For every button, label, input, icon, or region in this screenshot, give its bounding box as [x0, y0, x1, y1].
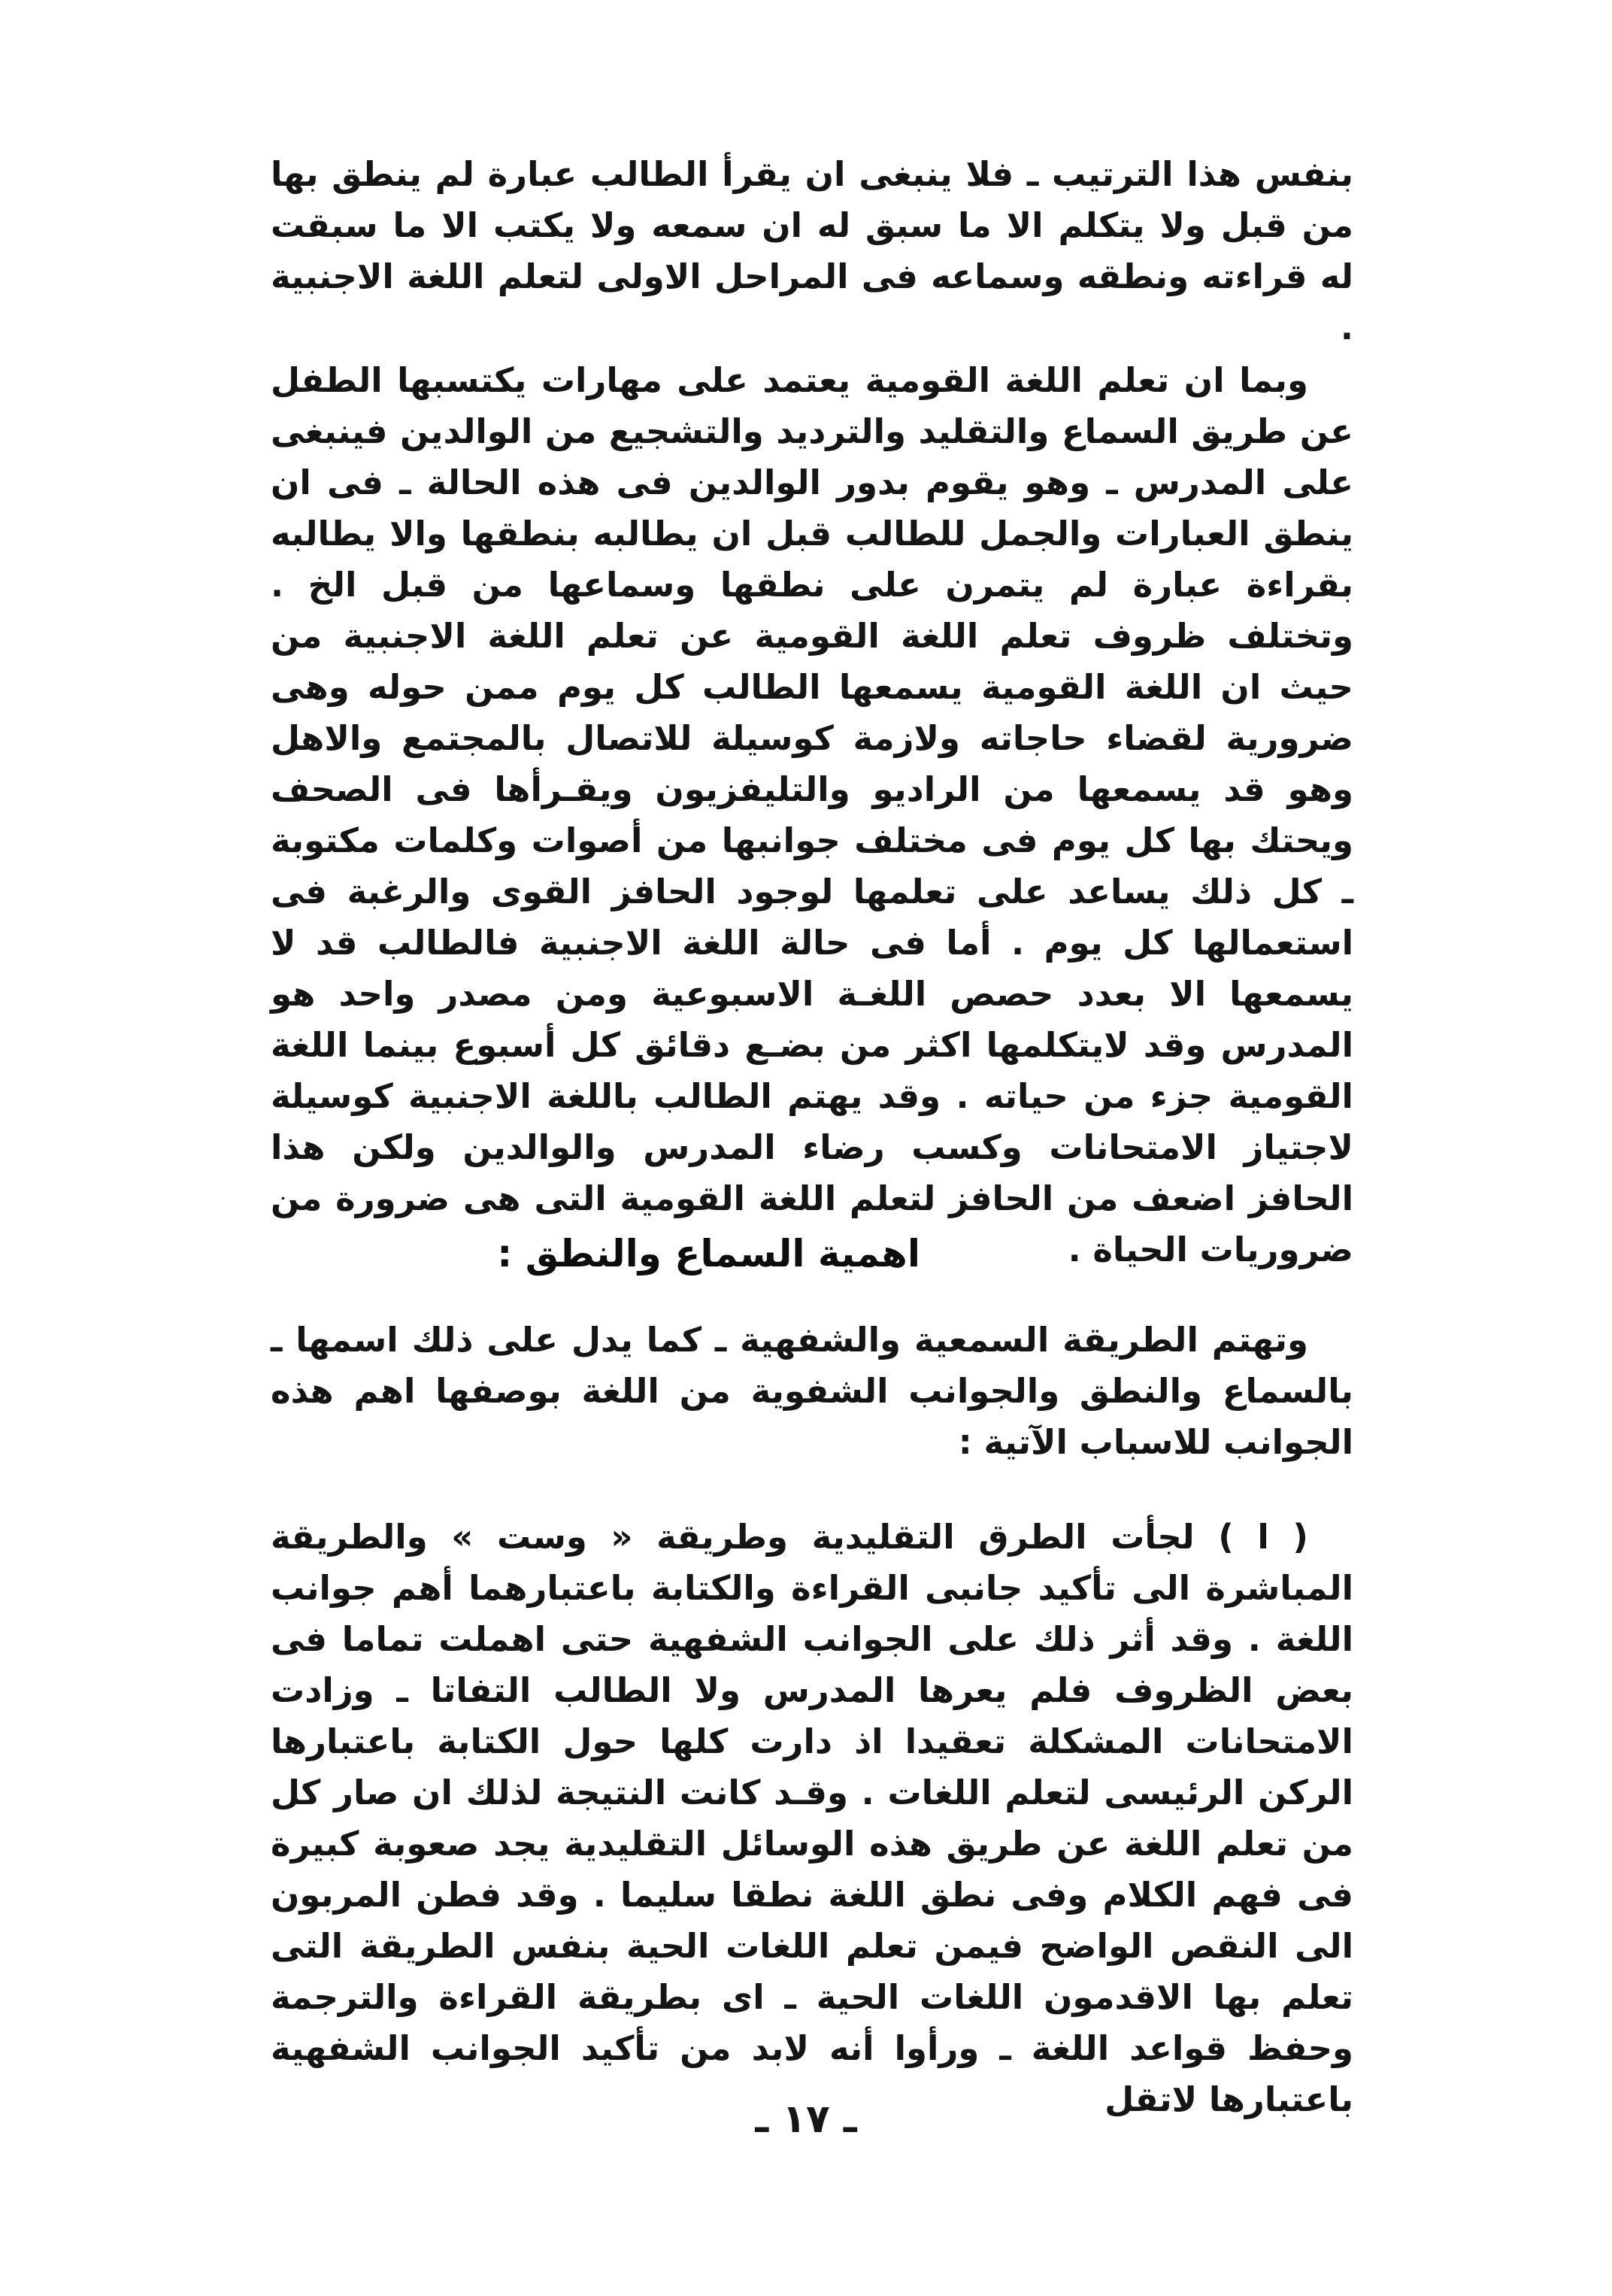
page-number: ـ ١٧ ـ: [755, 2097, 857, 2142]
paragraph-reason-a: [271, 1512, 1353, 2125]
section-heading: اهمية السماع والنطق :: [497, 1232, 920, 1275]
paragraph-text: وتهتم الطريقة السمعية والشفهية ـ كما يدل على ذلك اسمها ـ بالسماع والنطق والجوانب الشفوية من اللغة بوصفها اهم هذه الجوانب للاسباب الآتية :: [271, 1320, 1353, 1462]
paragraph-national-language: [271, 355, 1353, 1275]
paragraph-text: وبما ان تعلم اللغة القومية يعتمد على مهارات يكتسبها الطفل عن طريق السماع والتقليد والترديد والتشجيع من الوالدين فينبغى على المدرس ـ وهو يقوم بدور الوالدين فى هذه الحالة ـ فى ان ينطق العبارات والجمل للطالب قبل ان يطالبه بنطقها والا يطالبه بقراءة عبارة لم يتمرن على نطقها وسماعها من قبل الخ . وتختلف ظروف تعلم اللغة القومية عن تعلم اللغة الاجنبية من حيث ان اللغة القومية يسمعها الطالب كل يوم ممن حوله وهى ضرورية لقضاء حاجاته ولازمة كوسيلة للاتصال بالمجتمع والاهل وهو قد يسمعها من الراديو والتليفزيون ويقـرأها فى الصحف ويحتك بها كل يوم فى مختلف جوانبها من أصوات وكلمات مكتوبة ـ كل ذلك يساعد على تعلمها لوجود الحافز القوى والرغبة فى استعمالها كل يوم . أما فى حالة اللغة الاجنبية فالطالب قد لا يسمعها الا بعدد حصص اللغـة الاسبوعية ومن مصدر واحد هو المدرس وقد لايتكلمها اكثر من بضـع دقائق كل أسبوع بينما اللغة القومية جزء من حياته . وقد يهتم الطالب باللغة الاجنبية كوسيلة لاجتياز الامتحانات وكسب رضاء المدرس والوالدين ولكن هذا الحافز اضعف من الحافز لتعلم اللغة القومية التى هى ضرورة من ضروريات الحياة .: [271, 360, 1353, 1269]
paragraph-oral-method: [271, 1315, 1353, 1468]
paragraph-text: ( ا ) لجأت الطرق التقليدية وطريقة « وست » والطريقة المباشرة الى تأكيد جانبى القراءة والكتابة باعتبارهما أهم جوانب اللغة . وقد أثر ذلك على الجوانب الشفهية حتى اهملت تماما فى بعض الظروف فلم يعرها المدرس ولا الطالب التفاتا ـ وزادت الامتحانات المشكلة تعقيدا اذ دارت كلها حول الكتابة باعتبارها الركن الرئيسى لتعلم اللغات . وقـد كانت النتيجة لذلك ان صار كل من تعلم اللغة عن طريق هذه الوسائل التقليدية يجد صعوبة كبيرة فى فهم الكلام وفى نطق اللغة نطقا سليما . وقد فطن المربون الى النقص الواضح فيمن تعلم اللغات الحية بنفس الطريقة التى تعلم بها الاقدمون اللغات الحية ـ اى بطريقة القراءة والترجمة وحفظ قواعد اللغة ـ ورأوا أنه لابد من تأكيد الجوانب الشفهية باعتبارها لاتقل: [271, 1517, 1353, 2119]
paragraph-text: بنفس هذا الترتيب ـ فلا ينبغى ان يقرأ الطالب عبارة لم ينطق بها من قبل ولا يتكلم الا ما سبق له ان سمعه ولا يكتب الا ما سبقت له قراءته ونطقه وسماعه فى المراحل الاولى لتعلم اللغة الاجنبية .: [271, 154, 1353, 347]
paragraph-continuation: [271, 149, 1353, 353]
